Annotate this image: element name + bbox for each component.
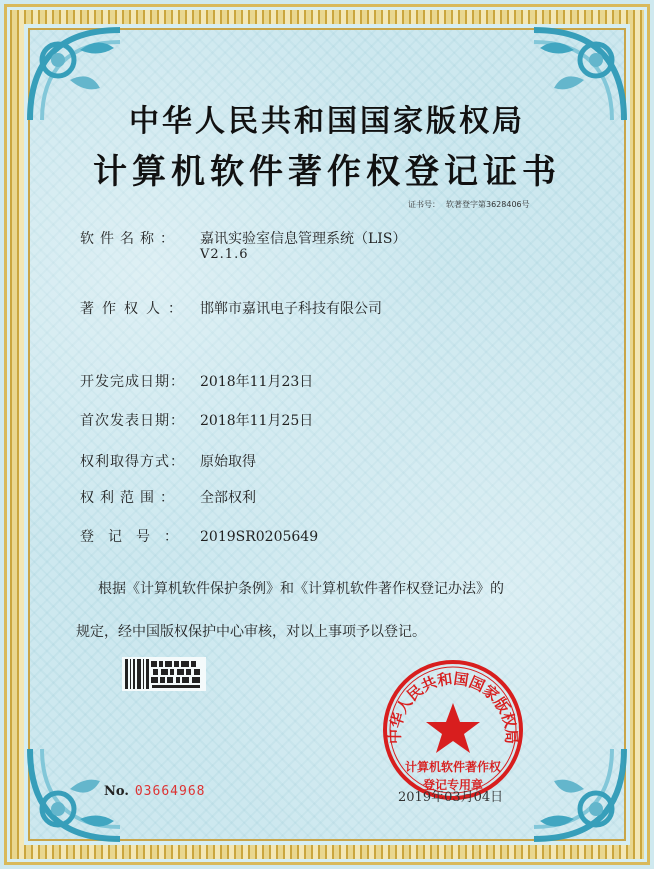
owner-label: 著作权人：: [80, 301, 190, 317]
dev-complete-date-label: 开发完成日期：: [80, 374, 185, 390]
certificate-number-label: 证书号：: [408, 200, 440, 209]
seal-ring-text: 中华人民共和国国家版权局: [385, 669, 521, 745]
corner-ornament-icon: [514, 739, 634, 849]
seal-text-line-1: 计算机软件著作权: [404, 760, 501, 774]
acquisition-method-value: 原始取得: [200, 454, 256, 470]
acquisition-method-row: [80, 451, 256, 471]
certificate-title: 计算机软件著作权登记证书: [93, 152, 561, 192]
rights-scope-row: [80, 487, 256, 507]
dev-complete-date-row: [80, 371, 313, 391]
software-version: V2.1.6: [200, 247, 249, 262]
barcode-icon: [122, 657, 206, 691]
serial-number-value: 03664968: [134, 784, 206, 799]
software-name-row: [80, 228, 406, 248]
seal-text-line-2: 登记专用章: [422, 778, 483, 792]
first-publish-date-value: 2018年11月25日: [200, 413, 314, 429]
issuing-authority: 中华人民共和国国家版权局: [129, 104, 525, 139]
software-name-value: 嘉讯实验室信息管理系统（LIS）: [200, 231, 407, 247]
dev-complete-date-value: 2018年11月23日: [200, 374, 314, 390]
statement-line-2: 规定，经中国版权保护中心审核，对以上事项予以登记。: [76, 624, 426, 640]
acquisition-method-label: 权利取得方式：: [80, 454, 185, 470]
registration-number-row: [80, 526, 318, 546]
rights-scope-value: 全部权利: [200, 490, 256, 506]
issue-date: 2019年03月04日: [398, 790, 504, 805]
statement-line-1: 根据《计算机软件保护条例》和《计算机软件著作权登记办法》的: [98, 581, 504, 597]
serial-number: [104, 784, 205, 799]
serial-number-prefix: No.: [104, 784, 129, 799]
first-publish-date-label: 首次发表日期：: [80, 413, 185, 429]
owner-row: [80, 298, 382, 318]
registration-number-value: 2019SR0205649: [200, 529, 319, 545]
rights-scope-label: 权利范围：: [80, 490, 180, 506]
certificate-number-value: 软著登字第3628406号: [446, 200, 530, 209]
first-publish-date-row: [80, 410, 313, 430]
registration-number-label: 登记号：: [80, 529, 192, 545]
software-name-label: 软件名称：: [80, 231, 180, 247]
owner-value: 邯郸市嘉讯电子科技有限公司: [200, 301, 382, 317]
certificate-number: [408, 199, 530, 210]
